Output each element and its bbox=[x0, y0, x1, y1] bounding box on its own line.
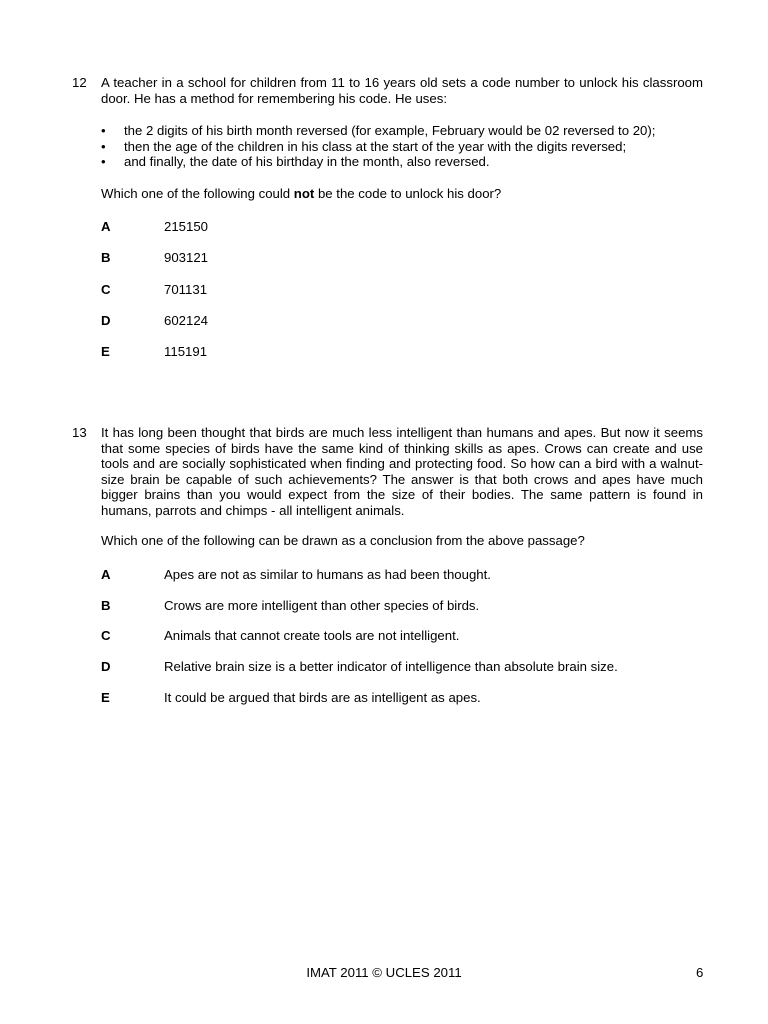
bullet-text: the 2 digits of his birth month reversed (for example, February would be 02 reversed to 20); bbox=[124, 123, 656, 138]
option-letter: E bbox=[101, 344, 110, 359]
bullet-text: and finally, the date of his birthday in the month, also reversed. bbox=[124, 154, 490, 169]
option-text: 215150 bbox=[164, 219, 209, 234]
option-text: 701131 bbox=[164, 282, 208, 297]
question-text bbox=[101, 425, 703, 518]
question-number: 12 bbox=[72, 75, 87, 90]
list-item bbox=[101, 139, 703, 155]
option-letter: D bbox=[101, 659, 111, 674]
answer-option-c[interactable] bbox=[0, 282, 768, 298]
option-text: 903121 bbox=[164, 250, 209, 265]
answer-option-d[interactable] bbox=[0, 659, 768, 675]
answer-option-c[interactable] bbox=[0, 628, 768, 644]
answer-option-e[interactable] bbox=[0, 344, 768, 360]
option-letter: C bbox=[101, 628, 111, 643]
answer-option-a[interactable] bbox=[0, 219, 768, 235]
answer-option-d[interactable] bbox=[0, 313, 768, 329]
bullet-list bbox=[101, 123, 703, 170]
bullet-icon: • bbox=[101, 138, 106, 154]
bullet-text: then the age of the children in his class at the start of the year with the digits reversed; bbox=[124, 138, 627, 154]
question-prompt bbox=[101, 186, 703, 202]
option-text: It could be argued that birds are as intelligent as apes. bbox=[164, 690, 481, 705]
option-letter: D bbox=[101, 313, 111, 328]
option-text: 602124 bbox=[164, 313, 209, 328]
answer-option-a[interactable] bbox=[0, 567, 768, 583]
option-letter: B bbox=[101, 250, 111, 265]
option-text: Relative brain size is a better indicator of intelligence than absolute brain size. bbox=[164, 659, 618, 674]
question-text bbox=[101, 75, 703, 106]
prompt-text: Which one of the following could bbox=[101, 186, 294, 201]
option-letter: C bbox=[101, 282, 111, 297]
list-item bbox=[101, 123, 703, 139]
question-stem: A teacher in a school for children from 11 to 16 years old sets a code number to unlock his classroom door. He has a method for remembering his code. He uses: bbox=[101, 75, 703, 106]
answer-option-b[interactable] bbox=[0, 250, 768, 266]
option-text: Crows are more intelligent than other species of birds. bbox=[164, 598, 480, 613]
answer-option-e[interactable] bbox=[0, 690, 768, 706]
bullet-icon: • bbox=[101, 154, 106, 169]
bullet-icon: • bbox=[101, 123, 106, 138]
footer-copyright: IMAT 2011 © UCLES 2011 bbox=[306, 965, 462, 980]
prompt-text: be the code to unlock his door? bbox=[314, 186, 502, 201]
option-letter: E bbox=[101, 690, 110, 705]
option-letter: A bbox=[101, 567, 111, 582]
option-letter: B bbox=[101, 598, 111, 613]
option-text: Apes are not as similar to humans as had been thought. bbox=[164, 567, 491, 582]
prompt-emphasis: not bbox=[293, 186, 315, 201]
page-number: 6 bbox=[696, 965, 704, 980]
option-text: Animals that cannot create tools are not intelligent. bbox=[164, 628, 460, 643]
question-prompt: Which one of the following can be drawn as a conclusion from the above passage? bbox=[101, 533, 585, 548]
answer-option-b[interactable] bbox=[0, 598, 768, 614]
list-item bbox=[101, 154, 703, 170]
question-stem: It has long been thought that birds are much less intelligent than humans and apes. But now it seems that some species of birds have the same kind of thinking skills as apes. Crows can create and use tools and are socially sophisticated when finding and protecting food. So how can a bird with a walnut-size brain be capable of such achievements? The answer is that both crows and apes have much bigger brains than you would expect from the size of their bodies. The same pattern is found in humans, parrots and chimps - all intelligent animals. bbox=[101, 425, 703, 518]
option-text: 115191 bbox=[164, 344, 208, 359]
option-letter: A bbox=[101, 219, 111, 234]
question-number: 13 bbox=[72, 425, 87, 440]
